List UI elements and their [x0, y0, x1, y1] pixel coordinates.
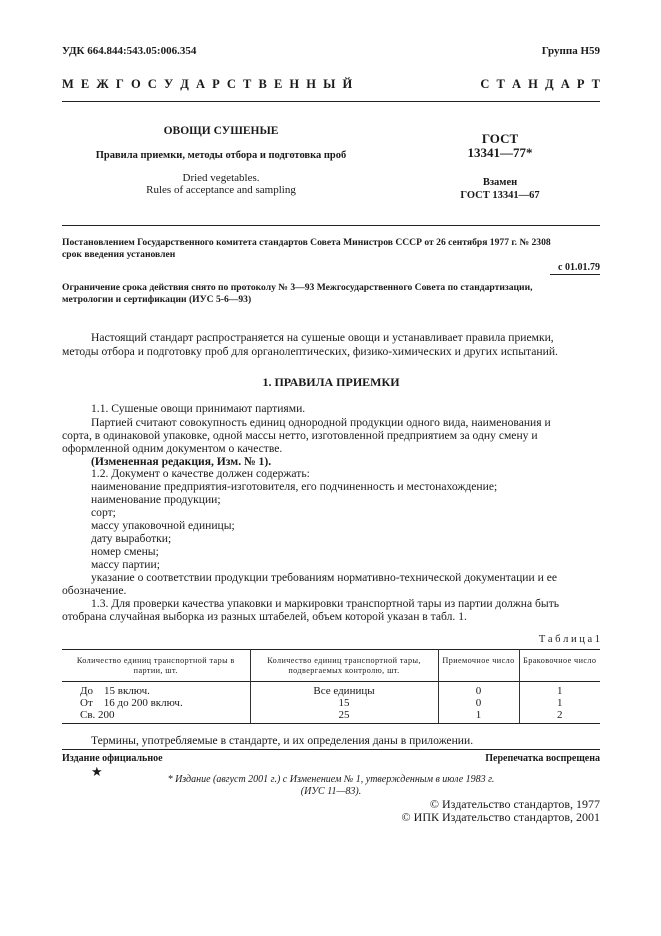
- decree-line-1: Постановлением Государственного комитета стандартов Совета Министров СССР от 26 сентября 1977 г. № 2308: [62, 237, 551, 248]
- effective-date: с 01.01.79: [558, 262, 600, 273]
- table-1-caption: Т а б л и ц а 1: [538, 634, 600, 645]
- doc-title: ОВОЩИ СУШЕНЫЕ: [163, 125, 279, 137]
- title-rule: [62, 225, 600, 226]
- table-cell-sample-size: Все единицы: [250, 682, 438, 698]
- header-rule: [62, 101, 600, 102]
- table-row: [62, 682, 600, 698]
- banner-interstate: М Е Ж Г О С У Д А Р С Т В Е Н Н Ы Й: [62, 77, 353, 91]
- table-cell-rejection: 1: [519, 697, 600, 709]
- para-batch-2: сорта, в одинаковой упаковке, одной массы нетто, изготовленной предприятием за одну смену и: [62, 429, 538, 442]
- amendment-note: (Измененная редакция, Изм. № 1).: [91, 455, 272, 468]
- star-icon: ★: [91, 764, 103, 779]
- udc-code: УДК 664.844:543.05:006.354: [62, 45, 197, 57]
- table-header-batch-units: Количество единиц транспортной тары в партии, шт.: [76, 656, 235, 675]
- intro-line-2: методы отбора и подготовку проб для органолептических, физико-химических и других испытаний.: [62, 345, 558, 358]
- copyright-2001: © ИПК Издательство стандартов, 2001: [401, 810, 600, 824]
- para-1-2: 1.2. Документ о качестве должен содержать:: [91, 467, 310, 480]
- replaces-number: ГОСТ 13341—67: [460, 190, 540, 201]
- list-item-compliance-1: указание о соответствии продукции требованиям нормативно-технической документации и ее: [91, 571, 557, 584]
- list-item-product-name: наименование продукции;: [91, 493, 221, 506]
- copyright-1977: © Издательство стандартов, 1977: [429, 797, 600, 811]
- section-1-heading: 1. ПРАВИЛА ПРИЕМКИ: [262, 375, 400, 389]
- date-underline: [550, 274, 600, 275]
- intro-line-1: Настоящий стандарт распространяется на сушеные овощи и устанавливает правила приемки,: [91, 331, 554, 344]
- table-cell-batch-size: Св. 200: [62, 709, 250, 724]
- para-1-3-line-1: 1.3. Для проверки качества упаковки и маркировки транспортной тары из партии должна быть: [91, 597, 560, 610]
- sampling-table: [62, 649, 600, 724]
- table-cell-rejection: 2: [519, 709, 600, 724]
- official-edition: Издание официальное: [62, 753, 163, 764]
- decree-line-2: срок введения установлен: [62, 249, 176, 260]
- list-item-manufacturer: наименование предприятия-изготовителя, его подчиненность и местонахождение;: [91, 480, 498, 493]
- gost-number: 13341—77*: [467, 145, 533, 160]
- table-row: [62, 709, 600, 724]
- para-batch-3: оформленной одним документом о качестве.: [62, 442, 283, 455]
- gost-label: ГОСТ: [481, 131, 519, 146]
- terms-note: Термины, употребляемые в стандарте, и их определения даны в приложении.: [91, 734, 474, 747]
- table-cell-acceptance: 0: [438, 697, 519, 709]
- table-header-acceptance-number: Приемочное число: [438, 650, 519, 682]
- banner-standard: С Т А Н Д А Р Т: [480, 77, 600, 91]
- para-1-3-line-2: отобрана случайная выборка из разных штабелей, объем которой указан в табл. 1.: [62, 610, 467, 623]
- para-batch-1: Партией считают совокупность единиц однородной продукции одного вида, наименования и: [91, 416, 551, 429]
- para-1-1: 1.1. Сушеные овощи принимают партиями.: [91, 402, 306, 415]
- restriction-line-1: Ограничение срока действия снято по протоколу № 3—93 Межгосударственного Совета по стандартизации,: [62, 282, 533, 293]
- group-code: Группа Н59: [541, 45, 600, 57]
- restriction-line-2: метрологии и сертификации (ИУС 5-6—93): [62, 294, 252, 305]
- edition-note-1: * Издание (август 2001 г.) с Изменением № 1, утвержденным в июле 1983 г.: [167, 774, 495, 785]
- english-title-2: Rules of acceptance and sampling: [146, 184, 296, 196]
- table-header-controlled-units: Количество единиц транспортной тары, подвергаемых контролю, шт.: [250, 650, 438, 682]
- list-item-production-date: дату выработки;: [91, 532, 172, 545]
- table-cell-batch-size: От 16 до 200 включ.: [80, 697, 183, 709]
- table-cell-sample-size: 25: [250, 709, 438, 724]
- table-cell-rejection: 1: [519, 682, 600, 698]
- list-item-shift-number: номер смены;: [91, 545, 159, 558]
- list-item-grade: сорт;: [91, 506, 116, 519]
- list-item-batch-mass: массу партии;: [91, 558, 160, 571]
- replaces-label: Взамен: [482, 177, 518, 188]
- reprint-prohibited: Перепечатка воспрещена: [485, 753, 600, 764]
- table-header-rejection-number: Браковочное число: [519, 650, 600, 682]
- list-item-compliance-2: обозначение.: [62, 584, 127, 597]
- doc-subtitle: Правила приемки, методы отбора и подготовка проб: [95, 150, 347, 161]
- table-cell-acceptance: 0: [438, 682, 519, 698]
- table-cell-acceptance: 1: [438, 709, 519, 724]
- table-row: [62, 697, 600, 709]
- english-title-1: Dried vegetables.: [182, 172, 260, 184]
- edition-note-2: (ИУС 11—83).: [300, 786, 362, 797]
- table-cell-sample-size: 15: [250, 697, 438, 709]
- list-item-unit-mass: массу упаковочной единицы;: [91, 519, 235, 532]
- table-cell-batch-size: До 15 включ.: [80, 685, 150, 697]
- footer-rule: [62, 749, 600, 750]
